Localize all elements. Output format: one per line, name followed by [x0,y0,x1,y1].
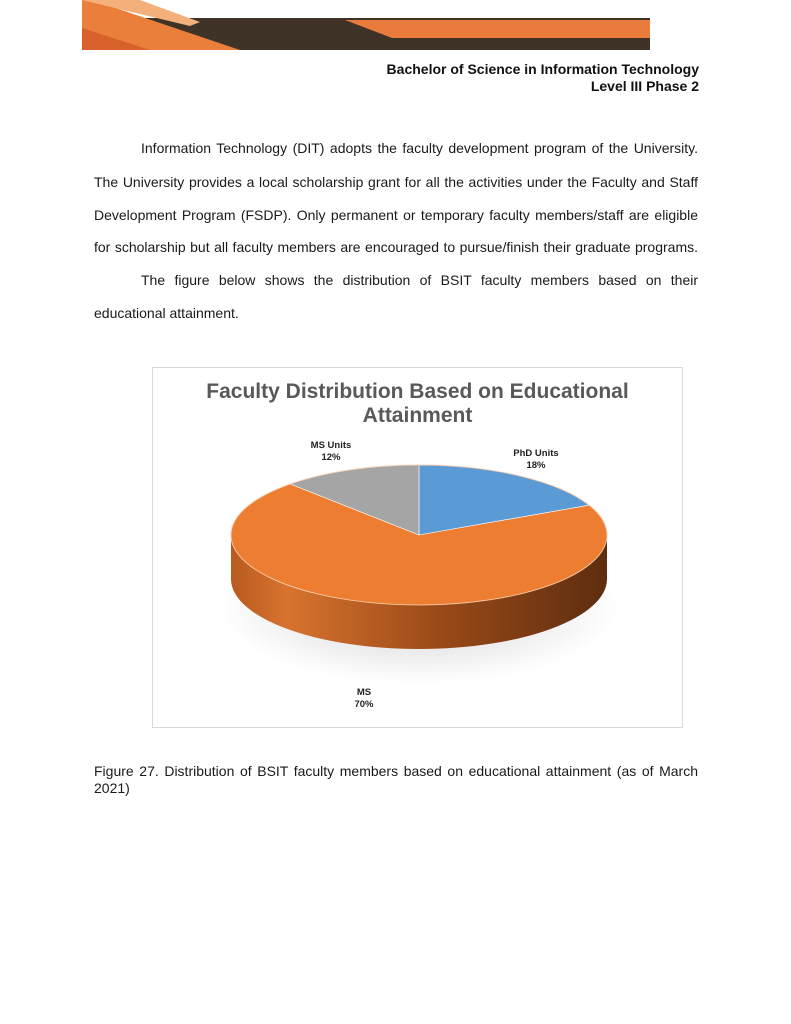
pie-chart-frame [152,367,683,728]
header-banner [0,0,791,56]
data-label-ms-units-name: MS Units [310,440,352,451]
data-label-ms-units-value: 12% [321,452,341,463]
paragraph-2-line-1: The figure below shows the distribution of BSIT faculty members based on their [141,272,698,288]
paragraph-1-line-2: The University provides a local scholarship grant for all the activities under the Faculty and Staff [94,174,698,190]
data-label-ms-value: 70% [354,699,374,710]
data-label-phd-units [491,448,581,472]
header-level-phase: Level III Phase 2 [590,78,699,94]
banner-orange-band-right [345,20,650,38]
chart-title: Faculty Distribution Based on Educational Attainment [206,380,629,427]
figure-caption: Figure 27. Distribution of BSIT faculty members based on educational attainment (as of March 2021) [94,763,698,796]
data-label-phd-units-value: 18% [526,460,546,471]
paragraph-2-line-2: educational attainment. [94,305,239,321]
data-label-ms-units [291,440,371,464]
paragraph-1-line-4: for scholarship but all faculty members are encouraged to pursue/finish their graduate programs. [94,239,698,255]
data-label-phd-units-name: PhD Units [513,448,559,459]
data-label-ms [324,687,404,711]
paragraph-1-line-3: Development Program (FSDP). Only permanent or temporary faculty members/staff are eligible [94,207,698,223]
paragraph-1-line-1: Information Technology (DIT) adopts the faculty development program of the University. [141,140,698,156]
header-program-title: Bachelor of Science in Information Technology [386,61,699,77]
data-label-ms-name: MS [356,687,372,698]
